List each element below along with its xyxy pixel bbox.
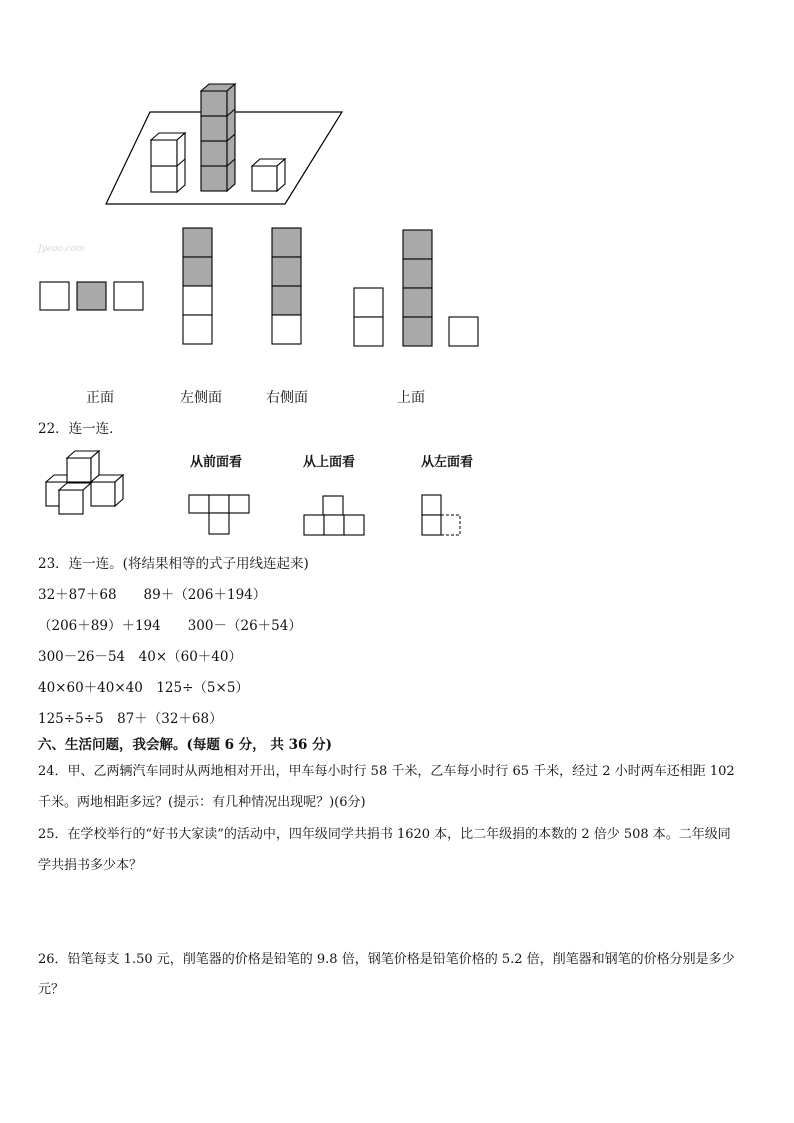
q23-row-3: 300－26－54 40×（60＋40）: [38, 649, 242, 665]
q23-row-5: 125÷5÷5 87＋（32＋68）: [38, 711, 223, 727]
view-label-front: 正面: [86, 390, 114, 406]
q23-title: 23．连一连。(将结果相等的式子用线连起来): [38, 556, 309, 572]
view-label-left-side: 左侧面: [180, 390, 222, 406]
q25-line-1: 25．在学校举行的“好书大家读”的活动中，四年级同学共捐书 1620 本，比二年级捐的本数的 2 倍少 508 本。二年级同: [38, 827, 731, 842]
q26-line-1: 26．铅笔每支 1.50 元，削笔器的价格是铅笔的 9.8 倍，钢笔价格是铅笔价格的 5.2 倍，削笔器和钢笔的价格分别是多少: [38, 952, 735, 967]
q26-line-2: 元？: [38, 982, 65, 997]
view-label-top: 上面: [397, 390, 425, 406]
q23-row-1: 32＋87＋68 89＋（206＋194）: [38, 587, 267, 603]
q23-row-2: （206＋89）＋194 300－（26＋54）: [38, 618, 302, 634]
q24-line-1: 24．甲、乙两辆汽车同时从两地相对开出，甲车每小时行 58 千米，乙车每小时行 65 千米，经过 2 小时两车还相距 102: [38, 764, 735, 779]
view-title-left: 从左面看: [421, 455, 474, 470]
view-title-top: 从上面看: [303, 455, 356, 470]
watermark: Jyeoo.com: [38, 244, 85, 254]
q25-line-2: 学共捐书多少本？: [38, 858, 143, 873]
view-label-right-side: 右侧面: [266, 390, 308, 406]
q22-title: 22．连一连．: [38, 421, 123, 437]
q22-view-shapes: [0, 0, 794, 560]
q23-row-4: 40×60＋40×40 125÷（5×5）: [38, 680, 249, 696]
section6-title: 六、生活问题，我会解。(每题 6 分， 共 36 分): [38, 737, 332, 753]
q24-line-2: 千米。两地相距多远？(提示：有几种情况出现呢？)(6分): [38, 795, 366, 810]
view-title-front: 从前面看: [190, 455, 243, 470]
